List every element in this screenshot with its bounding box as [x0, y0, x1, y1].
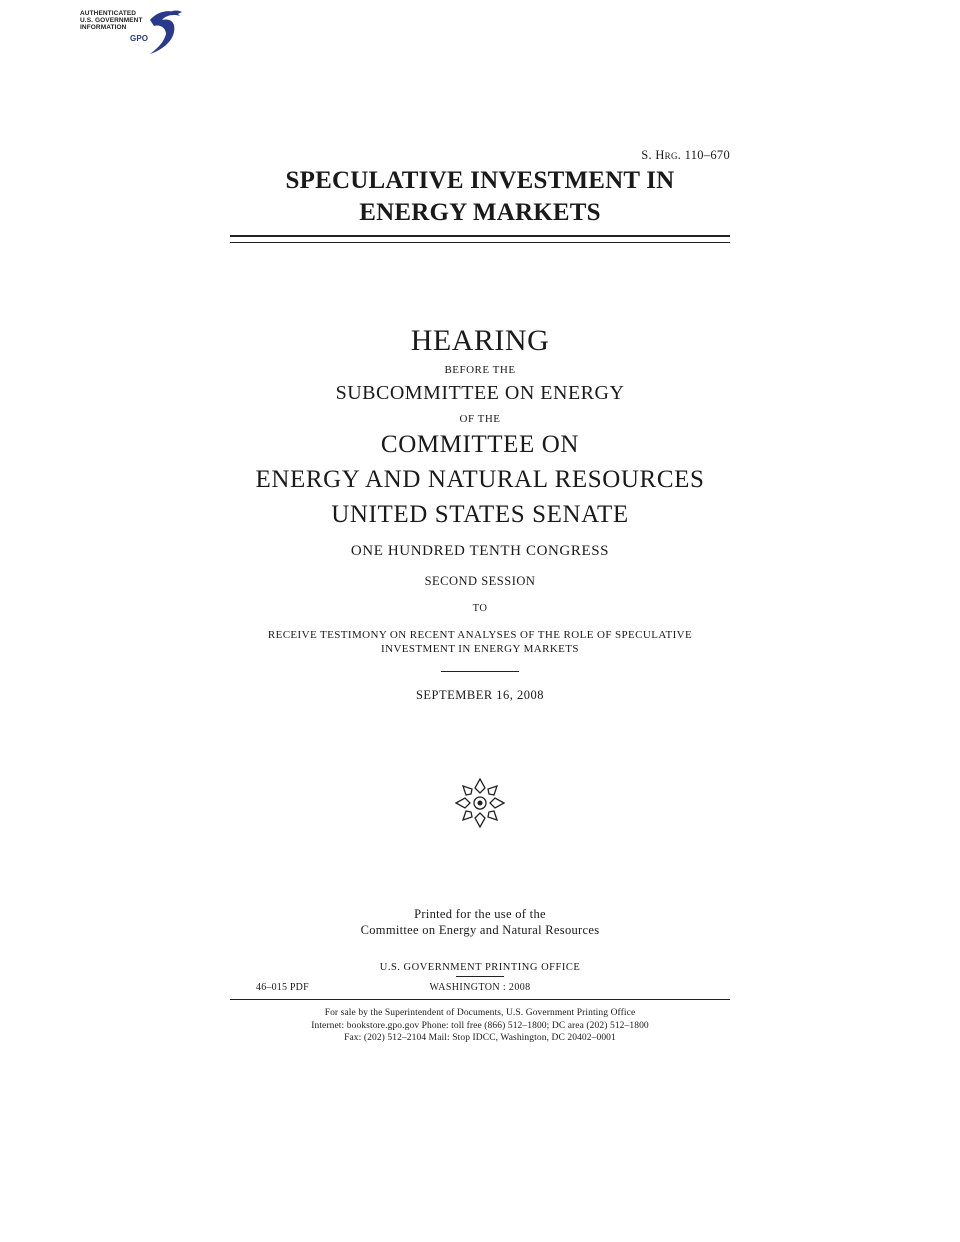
hearing-purpose — [0, 628, 960, 656]
section-divider — [441, 671, 519, 672]
title-line-2: ENERGY MARKETS — [359, 199, 601, 226]
logo-text-gpo: GPO — [130, 34, 149, 43]
logo-text-authenticated: AUTHENTICATED — [80, 10, 137, 17]
gpo-ornament-icon — [453, 776, 507, 830]
hearing-heading: HEARING — [410, 324, 550, 357]
purpose-line-2: INVESTMENT IN ENERGY MARKETS — [381, 643, 579, 655]
congress-text: ONE HUNDRED TENTH CONGRESS — [350, 543, 610, 559]
hearing-number-label: Hrg. — [655, 148, 682, 162]
office-divider — [456, 976, 504, 977]
sale-info-line-3: Fax: (202) 512–2104 Mail: Stop IDCC, Washington, DC 20402–0001 — [344, 1033, 616, 1043]
sale-info-line-2: Internet: bookstore.gpo.gov Phone: toll free (866) 512–1800; DC area (202) 512–1800 — [311, 1020, 649, 1031]
location-year: WASHINGTON : 2008 — [429, 982, 531, 993]
committee-on-text: COMMITTEE ON — [380, 431, 580, 458]
session-text: SECOND SESSION — [424, 574, 536, 588]
gpo-authentication-logo — [76, 6, 186, 58]
printing-office: U.S. GOVERNMENT PRINTING OFFICE — [379, 962, 581, 973]
of-the-text: OF THE — [459, 413, 501, 425]
committee-name: ENERGY AND NATURAL RESOURCES — [255, 466, 705, 493]
before-the-text: BEFORE THE — [444, 364, 516, 376]
eagle-icon — [136, 6, 186, 58]
footer-rule — [230, 999, 730, 1000]
sale-info-line-1: For sale by the Superintendent of Documents, U.S. Government Printing Office — [324, 1008, 636, 1018]
pdf-number: 46–015 PDF — [256, 982, 309, 993]
hearing-date: SEPTEMBER 16, 2008 — [415, 688, 545, 702]
printed-for-note — [0, 906, 960, 938]
title-line-1: SPECULATIVE INVESTMENT IN — [285, 167, 675, 194]
senate-name: UNITED STATES SENATE — [331, 501, 629, 528]
printed-for-line-2: Committee on Energy and Natural Resources — [360, 923, 600, 937]
document-title — [0, 165, 960, 229]
logo-text-information: INFORMATION — [80, 24, 127, 31]
purpose-line-1: RECEIVE TESTIMONY ON RECENT ANALYSES OF THE ROLE OF SPECULATIVE — [267, 629, 693, 641]
hearing-number-prefix: S. — [641, 148, 652, 162]
to-text: TO — [472, 603, 488, 614]
logo-text-government: U.S. GOVERNMENT — [80, 17, 143, 24]
hearing-number-value: 110–670 — [684, 148, 730, 162]
sale-information — [0, 1007, 960, 1045]
hearing-number — [480, 148, 730, 163]
printed-for-line-1: Printed for the use of the — [414, 907, 546, 921]
title-double-rule — [230, 235, 730, 243]
subcommittee-name: SUBCOMMITTEE ON ENERGY — [335, 382, 625, 404]
